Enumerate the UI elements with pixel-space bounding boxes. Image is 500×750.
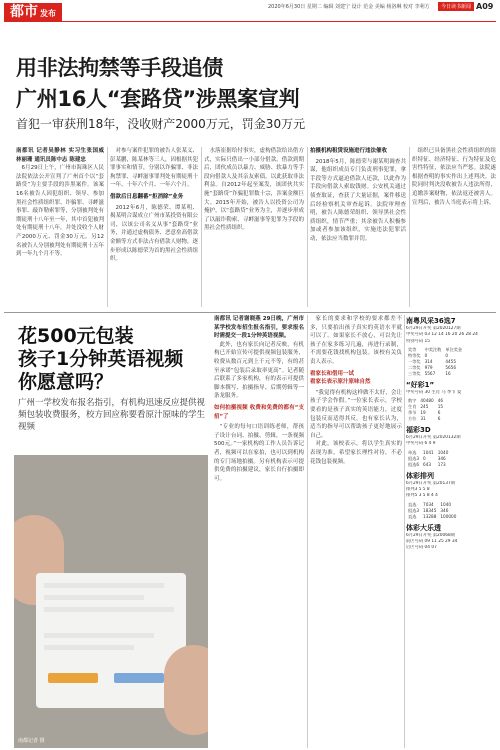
lottery-line: 6月29日开奖 第2020132期 xyxy=(406,435,461,441)
story1-text-2: 对参与案件犯罪的被告人张某义、彭某鹏，陈某林等三人，因根据其犯罪事实和情节，分别以诈骗罪、非法拘禁罪、寻衅滋事罪判处有期徒刑十一年、十年六个月、一年六个月。 xyxy=(110,148,198,189)
lottery-results-panel xyxy=(406,313,496,748)
table-cell: 314 xyxy=(424,358,433,364)
table-cell: 15 xyxy=(437,404,444,410)
story1-column-1 xyxy=(16,147,104,307)
dateline: 2020年6月30日 星期二 编辑 刘建宁 设计 范金 美编 杨洛琳 校对 李利方 xyxy=(268,4,430,10)
table-cell: 方位 xyxy=(408,416,417,422)
table-cell: 979 xyxy=(424,364,433,370)
table-cell: 组选3 xyxy=(408,455,420,461)
table-cell: 6 xyxy=(437,410,441,416)
lottery-line: 6月29日开奖 第2020127期 xyxy=(406,326,461,331)
table-cell: 16 xyxy=(445,370,451,376)
table-cell: 季节 xyxy=(408,410,417,416)
table-cell: 4455 xyxy=(445,358,457,364)
lottery-line: 前区号码 09 11 25 29 34 xyxy=(406,538,458,544)
story1-headline-line2: 广州16人“套路贷”涉黑案宣判 xyxy=(16,87,300,111)
screen-line xyxy=(44,583,164,588)
table-cell: 一等奖 xyxy=(408,358,421,364)
table-cell: 0 xyxy=(423,455,426,461)
story2-text-2b: “我觉得有机构这样做不太好，会让孩子学会作假。”一位家长表示，学校要看的是孩子真实的英语能力，过度包装反而适得其反。也有家长认为，适当的指导可以帮助孩子更好地展示自己。 xyxy=(310,389,402,439)
table-cell: 0 xyxy=(424,352,428,358)
table-cell: 643 xyxy=(423,461,432,467)
story2-headline-line3: 你愿意吗？ xyxy=(18,371,114,393)
section-tag: 发布 xyxy=(40,9,56,18)
lottery-line: 中奖号码 03 12 14 16 20 26 28 24 xyxy=(406,332,478,338)
table-row xyxy=(406,514,458,520)
table-cell: 1041 xyxy=(423,449,434,455)
story1-column-4 xyxy=(310,147,406,307)
story2-section-heading-1: 如何拍摄视频 收费和免费的都有“支招”了 xyxy=(214,404,304,420)
lottery-line: 后区号码 04 07 xyxy=(406,545,437,551)
table-cell: 7034 xyxy=(423,501,434,507)
table-cell: 5567 xyxy=(424,370,436,376)
story2-deck: 广州一学校发布报名指引，有机构迅速反应提供视频包装收费服务，校方回应称要看原汁原味的学生视频 xyxy=(18,398,206,432)
table-cell: 346 xyxy=(437,455,446,461)
column-divider xyxy=(201,147,202,307)
lottery-table-4 xyxy=(406,502,458,520)
table-row xyxy=(406,462,450,468)
table-row xyxy=(406,450,450,456)
table-cell: 6 xyxy=(437,416,441,422)
table-cell: 组选6 xyxy=(408,461,420,467)
lottery-line: 中奖号码 6 4 9 xyxy=(406,441,436,447)
lottery-title-1: 南粤风采36选7 xyxy=(406,317,456,325)
table-cell: 1040 xyxy=(440,501,452,507)
story1-column-5 xyxy=(412,147,496,307)
table-header: 单注奖金 xyxy=(445,346,463,352)
screen-line xyxy=(44,633,154,638)
section-name: 都市 xyxy=(10,4,38,20)
lottery-line: 特别号码 15 xyxy=(406,338,431,344)
story1-column-2 xyxy=(110,147,198,307)
column-divider xyxy=(409,147,410,307)
table-header-row xyxy=(406,347,464,353)
story1-subheadline: 首犯一审获刑18年，没收财产2000万元，罚金30万元 xyxy=(16,117,306,131)
table-header: 奖等 xyxy=(408,346,417,352)
story1-column-3 xyxy=(204,147,304,307)
story2-photo xyxy=(14,455,208,748)
column-divider xyxy=(307,147,308,307)
lottery-table-3 xyxy=(406,450,450,468)
story2-text-1: 此外，也有家长向记者反映，有机构已开始宣传可提供视频包装服务，收费从数百元到上千元不等，有的甚至承诺“包装后录取率更高”。记者随后联系了多家机构，有的表示可提供脚本撰写、拍摄指导、后期剪辑等一条龙服务。 xyxy=(214,341,304,400)
table-cell: 100000 xyxy=(440,513,457,519)
story2-text-2: 家长的要求和学校的要求都差不多，只要拍出孩子真实的英语水平就可以了。如果家长不放心，可以先让孩子在家多练习几遍，再进行录制，不需要花钱找机构包装。该校有关负责人表示。 xyxy=(310,316,402,365)
table-cell: 三等奖 xyxy=(408,370,421,376)
story2-section-heading-2b: 看家长表示原汁原味自然 xyxy=(310,379,371,386)
story1-byline: 南都讯 记者吴静林 实习生张国威 林丽珊 通讯员陈中志 陈建忠 xyxy=(16,148,104,163)
header-divider xyxy=(4,21,496,22)
table-cell: 245 xyxy=(420,404,429,410)
lottery-line: 6月29日开奖 第20068期 xyxy=(406,532,456,538)
table-cell: 173 xyxy=(437,461,446,467)
table-cell: 13288 xyxy=(423,513,437,519)
header-badge: 今日读书新闻 xyxy=(438,2,474,11)
story1-text-4: 2018年5月，陈德荣与谢某明调查共谋，他组织成员专门负责刑事犯罪，拿手段等方式逼迫借款人还款，以此作为手段向借款人索取钱财。公安机关通过侦查取证，查获了大量证据，案件移送后经检察机关审查起诉。法院审理查明，被告人陈德荣组织、领导黑社会性质组织，情节严重；其余被告人积极参加或者参加该组织，实施违法犯罪活动，依法应当数罪并罚。 xyxy=(310,158,406,242)
story1-headline-line1: 用非法拘禁等手段追债 xyxy=(16,56,223,80)
table-cell: 0 xyxy=(445,352,449,358)
story1-section-heading-2: 拍摄机构租赁设施进行违法催收 xyxy=(310,148,388,154)
story2-text-1b: “专业的每句口语训练老师，帮孩子设计台词、拍摄、剪辑，一条视频500元。”一家机构的工作人员告诉记者，视频可以在家拍，也可以到机构的专门场地拍摄。另有机构表示可提供免费的拍摄建议，家长自行拍摄即可。 xyxy=(214,424,304,482)
lottery-title-2: “好彩1” xyxy=(406,380,435,389)
table-row xyxy=(406,502,458,508)
story1-text-2b: 2012年6月，陈德荣、谭某明、揭某明合谋成立广州市某投资有限公司，以该公司名义从事“套路贷”业务，并通过虚构债务、恶意垒高借款金额等方式非法占有借款人财物，逐步形成以陈德荣为首的黑社会性质组织。 xyxy=(110,204,198,263)
table-row xyxy=(406,416,445,422)
photo-caption: 南都记者 摄 xyxy=(18,738,45,744)
table-cell: 18345 xyxy=(423,507,437,513)
section-logo xyxy=(4,3,62,21)
story1-section-heading-1: 借款后日息翻番“拒消除”业务 xyxy=(110,193,184,200)
table-cell: 二等奖 xyxy=(408,364,421,370)
table-cell: 5656 xyxy=(445,364,457,370)
story1-text-3: 水落崔据给付事实，虚构借款给出借方式，实际只借出一小部分借款。借款到期后，团伙成员以暴力、威胁、软暴力等手段向借款人及其亲友索债，以此获取非法利益。自2012年起至案发，该团伙共实施“套路贷”诈骗犯罪数十宗，涉案金额巨大。2015年开始，被告人以投资公司为掩护，以“套路贷”业务为主，并逐步形成了以敲诈勒索、寻衅滋事等犯罪为手段的黑社会性质组织。 xyxy=(204,148,304,232)
story2-column-2 xyxy=(310,315,402,748)
lottery-title-3: 福彩3D xyxy=(406,426,431,435)
story2-headline-line2: 孩子1分钟英语视频 xyxy=(18,348,184,370)
lottery-line: 6月29日开奖 第20137期 xyxy=(406,480,456,486)
table-cell: 直选 xyxy=(408,501,417,507)
story2-headline-line1: 花500元包装 xyxy=(18,325,134,347)
table-cell: 46 xyxy=(437,398,444,404)
column-divider xyxy=(404,315,405,748)
table-cell: 346 xyxy=(440,507,449,513)
table-cell: 直选 xyxy=(408,513,417,519)
table-cell: 数字 xyxy=(408,398,417,404)
lottery-line: 排列3 5 5 8 xyxy=(406,487,430,493)
table-cell: 40480 xyxy=(420,398,434,404)
table-cell: 19 xyxy=(420,410,426,416)
table-header: 中奖注数 xyxy=(424,346,442,352)
table-row xyxy=(406,371,464,377)
table-cell: 生肖 xyxy=(408,404,417,410)
lottery-title-5: 体彩大乐透 xyxy=(406,523,441,532)
story2-byline: 南都讯 记者谢晓燕 29日晚，广州市某学校发布招生报名指引，要求报名时需提交一段1分钟英语视频。 xyxy=(214,316,304,340)
table-cell: 单选 xyxy=(408,449,417,455)
story1-text-1: 6月29日上午，广州市海珠区人民法院依法公开宣判了广州首个以“套路贷”为主要手段的涉黑案件。该案16名被告人因犯组织、领导、参加黑社会性质组织罪、诈骗罪、寻衅滋事罪、敲诈勒索罪等，分别被判处有期徒刑十八年至一年，其中首犯被判处有期徒刑十八年，并处没收个人财产2000万元、罚金30万元。另12名被告人分别被判处有期徒刑十五年到一年九个月不等。 xyxy=(16,165,104,258)
column-divider xyxy=(307,315,308,748)
photo-hand-right xyxy=(164,645,208,735)
lottery-title-4: 体彩排列 xyxy=(406,471,434,480)
lottery-table-1 xyxy=(406,347,464,377)
table-cell: 31 xyxy=(420,416,426,422)
table-cell: 组选3 xyxy=(408,507,420,513)
screen-line xyxy=(44,595,144,600)
screen-button xyxy=(114,673,164,683)
table-cell: 特等奖 xyxy=(408,352,421,358)
story1-text-5: 组织已具备黑社会性质组织的组织特征、经济特征、行为特征及危害性特征，依法应当严惩。法院遂根据查明的事实作出上述判决。法院同时判决没收被告人违法所得，追缴涉案财物，依法返还被害人。宣判后，被告人当庭表示将上诉。 xyxy=(412,148,496,206)
lottery-line: 中奖号码 30 生肖 马 季节 夏 xyxy=(406,389,462,395)
table-cell: 1040 xyxy=(437,449,449,455)
screen-button xyxy=(48,673,98,683)
lottery-table-2 xyxy=(406,398,445,422)
story2-column-1 xyxy=(214,315,304,748)
masthead xyxy=(0,0,500,22)
lottery-line: 排列5 3 5 8 4 4 xyxy=(406,493,438,499)
story2-text-2c: 对此，该校表示，将以学生真实的表现为准，希望家长理性对待，不必花钱包装视频。 xyxy=(310,441,402,465)
story2-section-heading-2a: 看家长和借用一试 xyxy=(310,370,355,377)
screen-line xyxy=(44,645,134,650)
page-number: A09 xyxy=(476,2,494,11)
column-divider xyxy=(107,147,108,307)
screen-line xyxy=(44,607,174,612)
